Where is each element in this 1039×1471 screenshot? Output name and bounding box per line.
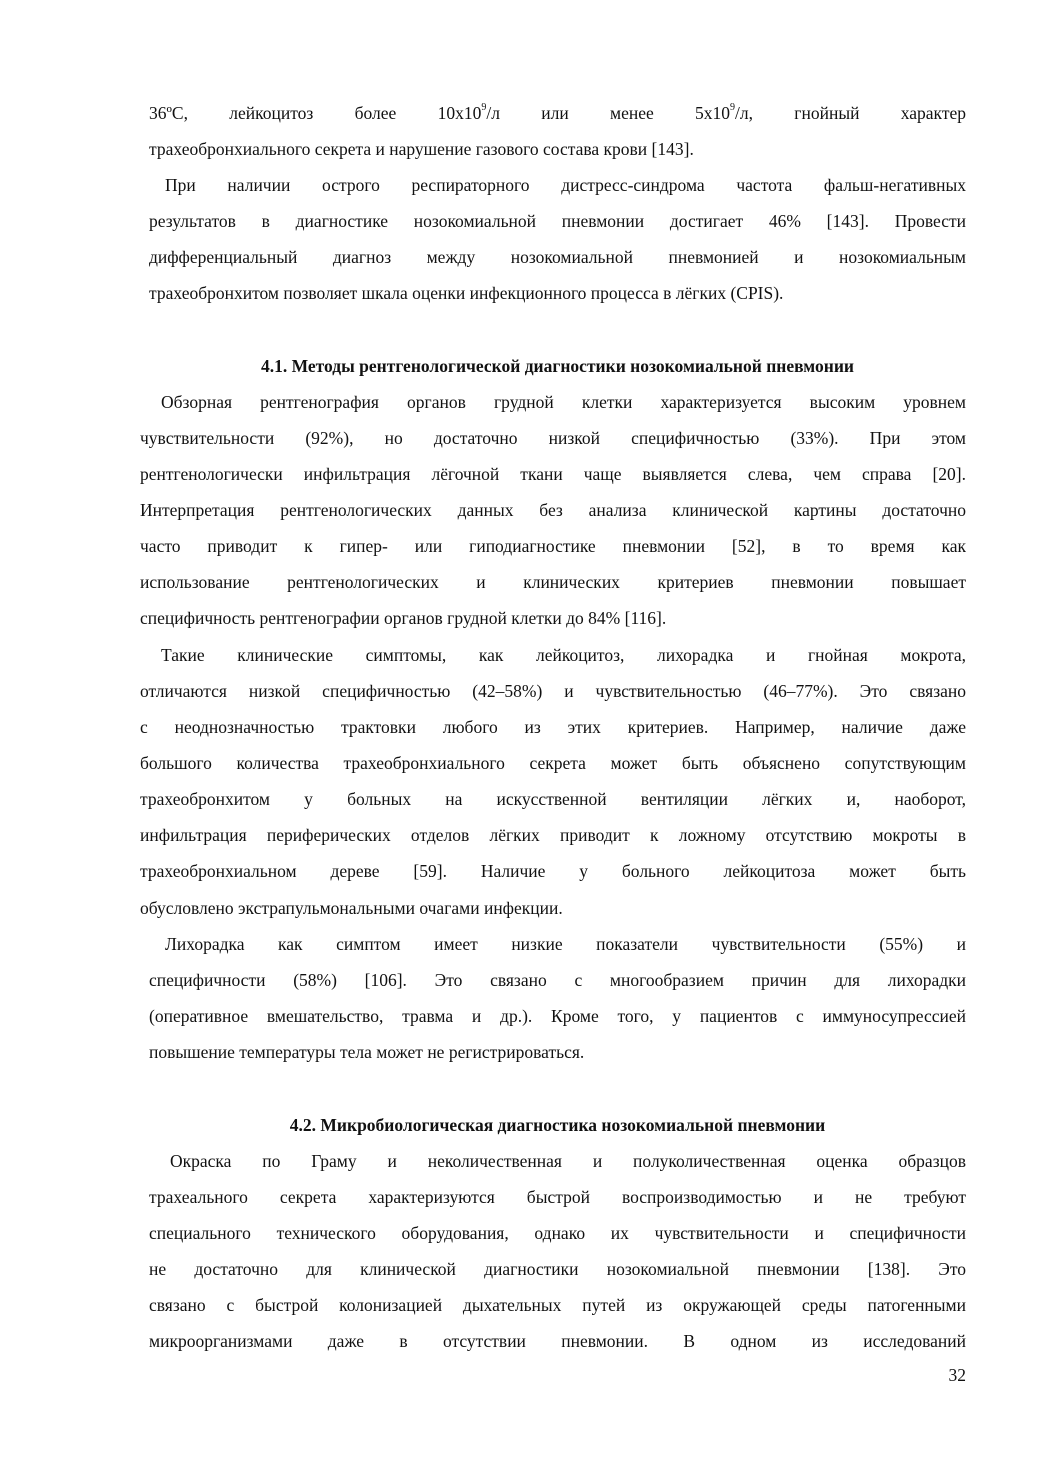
text-line: специфичности (58%) [106]. Это связано с многообразием причин для лихорадки (149, 970, 966, 990)
text-line: результатов в диагностике нозокомиальной пневмонии достигает 46% [143]. Провести (149, 211, 966, 231)
text-line: чувствительности (92%), но достаточно низкой специфичностью (33%). При этом (140, 428, 966, 448)
text-line: не достаточно для клинической диагностики нозокомиальной пневмонии [138]. Это (149, 1259, 966, 1279)
text-line: Окраска по Граму и неколичественная и полуколичественная оценка образцов (170, 1151, 966, 1171)
text-line: повышение температуры тела может не регистрироваться. (149, 1042, 585, 1062)
text-line: отличаются низкой специфичностью (42–58%) и чувствительностью (46–77%). Это связано (140, 681, 966, 701)
text-line: Такие клинические симптомы, как лейкоцитоз, лихорадка и гнойная мокрота, (161, 645, 966, 665)
text-line: трахеобронхиального секрета и нарушение газового состава крови [143]. (149, 139, 694, 159)
text-line: микроорганизмами даже в отсутствии пневмонии. В одном из исследований (149, 1331, 966, 1351)
text-line: трахеобронхитом у больных на искусственной вентиляции лёгких и, наоборот, (140, 789, 966, 809)
text-line: большого количества трахеобронхиального секрета может быть объяснено сопутствующим (140, 753, 966, 773)
text-line: трахеального секрета характеризуются быстрой воспроизводимостью и не требуют (149, 1187, 966, 1207)
text-line: трахеобронхиальном дереве [59]. Наличие у больного лейкоцитоза может быть (140, 861, 966, 881)
text-line: (оперативное вмешательство, травма и др.). Кроме того, у пациентов с иммуносупрессией (149, 1006, 966, 1026)
text-line: Обзорная рентгенография органов грудной клетки характеризуется высоким уровнем (161, 392, 966, 412)
text-line: специфичность рентгенографии органов грудной клетки до 84% [116]. (140, 608, 667, 628)
text-line: часто приводит к гипер- или гиподиагностике пневмонии [52], в то время как (140, 536, 966, 556)
text-line: связано с быстрой колонизацией дыхательных путей из окружающей среды патогенными (149, 1295, 966, 1315)
section-heading: 4.1. Методы рентгенологической диагностики нозокомиальной пневмонии (260, 356, 854, 376)
page-number: 32 (948, 1365, 966, 1385)
text-line: обусловлено экстрапульмональными очагами инфекции. (140, 898, 563, 918)
text-line: рентгенологически инфильтрация лёгочной ткани чаще выявляется слева, чем справа [20]. (140, 464, 966, 484)
text-line: инфильтрация периферических отделов лёгких приводит к ложному отсутствию мокроты в (140, 825, 966, 845)
text-line: трахеобронхитом позволяет шкала оценки инфекционного процесса в лёгких (CPIS). (149, 283, 784, 303)
text-line: специального технического оборудования, однако их чувствительности и специфичности (149, 1223, 966, 1243)
text-line: с неоднозначностью трактовки любого из этих критериев. Например, наличие даже (140, 717, 966, 737)
text-line: использование рентгенологических и клинических критериев пневмонии повышает (140, 572, 966, 592)
text-line: При наличии острого респираторного дистресс-синдрома частота фальш-негативных (165, 175, 966, 195)
text-line: Интерпретация рентгенологических данных без анализа клинической картины достаточно (140, 500, 966, 520)
text-line: дифференциальный диагноз между нозокомиальной пневмонией и нозокомиальным (149, 247, 966, 267)
text-line: 36ºC, лейкоцитоз более $10x10^9/л$ или менее $5x10^9/л$, гнойный характер (149, 102, 966, 123)
section-heading: 4.2. Микробиологическая диагностика нозокомиальной пневмонии (289, 1115, 826, 1135)
text-line: Лихорадка как симптом имеет низкие показатели чувствительности (55%) и (165, 934, 966, 954)
